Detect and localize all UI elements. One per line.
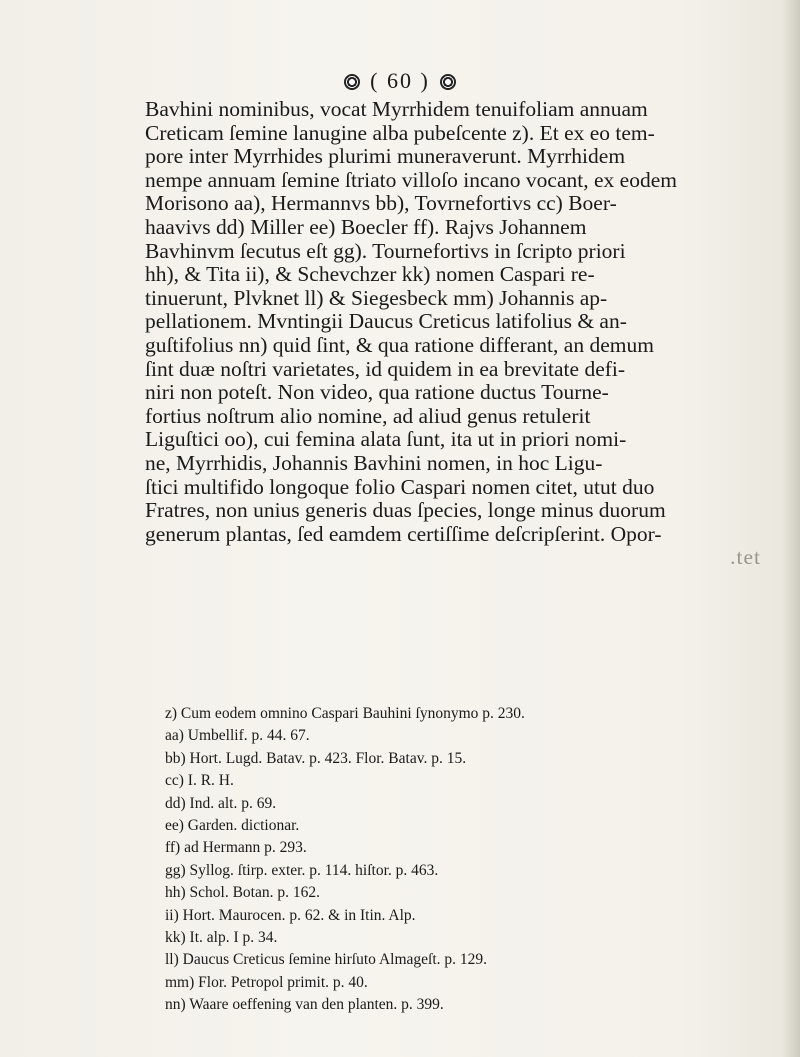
text-line: haavivs dd) Miller ee) Boecler ff). Rajvs Johannem	[145, 214, 587, 239]
footnote: ff) ad Hermann p. 293.	[165, 839, 307, 857]
footnote: cc) I. R. H.	[165, 772, 234, 790]
text-line: generum plantas, ſed eamdem certiſſime deſcripſerint. Opor-	[145, 521, 662, 546]
footnote: hh) Schol. Botan. p. 162.	[165, 884, 320, 902]
text-line: pellationem. Mvntingii Daucus Creticus latifolius & an-	[145, 309, 627, 334]
footnote: dd) Ind. alt. p. 69.	[165, 794, 277, 812]
page-edge-shadow	[782, 0, 800, 1057]
page-number: ( 60 )	[370, 68, 430, 93]
footnote: kk) It. alp. I p. 34.	[165, 929, 278, 947]
text-line: Morisono aa), Hermannvs bb), Tovrnefortivs cc) Boer-	[145, 191, 617, 216]
text-line: pore inter Myrrhides plurimi muneraverunt. Myrrhidem	[145, 144, 626, 169]
text-line: fortius noſtrum alio nomine, ad aliud genus retulerit	[145, 403, 591, 428]
text-line: Bavhinvm ſecutus eſt gg). Tournefortivs in ſcripto priori	[145, 238, 626, 263]
text-line: Fratres, non unius generis duas ſpecies, longe minus duorum	[145, 498, 666, 523]
footnote: ll) Daucus Creticus ſemine hirſuto Almageſt. p. 129.	[165, 951, 487, 969]
footnote: aa) Umbellif. p. 44. 67.	[165, 727, 310, 745]
footnote: ii) Hort. Maurocen. p. 62. & in Itin. Alp.	[165, 906, 416, 924]
footnote: nn) Waare oeffening van den planten. p. 399.	[165, 996, 444, 1014]
footnote: ee) Garden. dictionar.	[165, 817, 300, 835]
text-line: nempe annuam ſemine ſtriato villoſo incano vocant, ex eodem	[145, 167, 677, 192]
main-text	[145, 98, 785, 570]
footnote: gg) Syllog. ſtirp. exter. p. 114. hiſtor. p. 463.	[165, 861, 439, 879]
text-line: ſint duæ noſtri varietates, id quidem in ea brevitate defi-	[145, 356, 626, 381]
text-line: guſtifolius nn) quid ſint, & qua ratione differant, an demum	[145, 332, 654, 357]
footnote: z) Cum eodem omnino Caspari Bauhini ſynonymo p. 230.	[165, 705, 525, 722]
text-line: tinuerunt, Plvknet ll) & Siegesbeck mm) Johannis ap-	[145, 285, 608, 310]
text-line: hh), & Tita ii), & Schevchzer kk) nomen Caspari re-	[145, 262, 595, 287]
page-header	[0, 68, 800, 94]
text-line: ſtici multifido longoque folio Caspari nomen citet, utut duo	[145, 474, 655, 499]
text-line: Bavhini nominibus, vocat Myrrhidem tenuifoliam annuam	[145, 97, 648, 121]
text-line: niri non poteſt. Non video, qua ratione ductus Tourne-	[145, 380, 609, 405]
text-line: Creticam ſemine lanugine alba pubeſcente z). Et ex eo tem-	[145, 120, 655, 145]
text-line: Liguſtici oo), cui femina alata ſunt, ita ut in priori nomi-	[145, 427, 627, 452]
footnote: bb) Hort. Lugd. Batav. p. 423. Flor. Batav. p. 15.	[165, 749, 467, 767]
left-ornament-icon	[344, 74, 360, 90]
text-line: ne, Myrrhidis, Johannis Bavhini nomen, in hoc Ligu-	[145, 450, 603, 475]
footnotes	[165, 703, 765, 1017]
catchword-line: .tet	[730, 545, 761, 570]
footnote: mm) Flor. Petropol primit. p. 40.	[165, 973, 368, 991]
right-ornament-icon	[440, 74, 456, 90]
